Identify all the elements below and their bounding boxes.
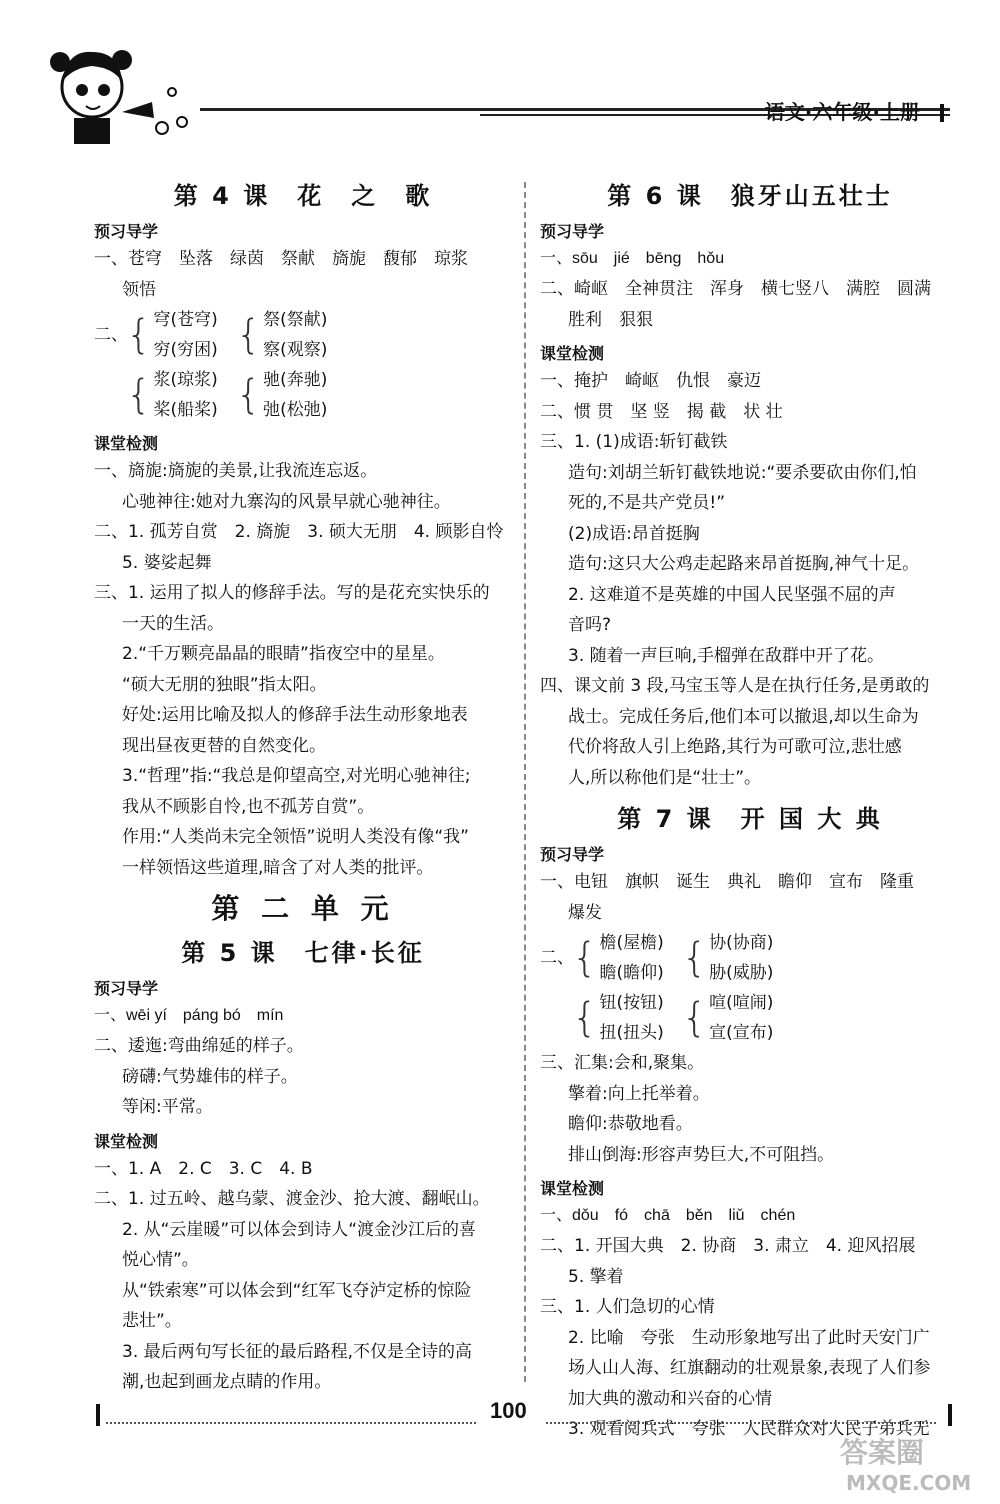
answer-line: 一天的生活。 (122, 613, 224, 634)
answer-line: 场人山人海、红旗翻动的壮观景象,表现了人们参 (568, 1358, 931, 1378)
answer-line: 胜利 狠狠 (568, 309, 653, 330)
answer-line: 战士。完成任务后,他们本可以撤退,却以生命为 (568, 706, 919, 727)
char-compare-group (540, 988, 960, 1048)
answer-label: 二、 (94, 325, 128, 345)
answer-line: 一、电钮 旗帜 诞生 典礼 瞻仰 宣布 隆重 (540, 872, 914, 892)
pair-item: 桨(船桨) (153, 400, 218, 420)
lesson-5-title: 第 5 课 七律·长征 (181, 939, 425, 967)
answer-line: 2. 从“云崖暖”可以体会到诗人“渡金沙江后的喜 (122, 1219, 477, 1240)
watermark-logo (832, 1430, 972, 1498)
pair-list (263, 305, 327, 365)
pair-list (263, 365, 327, 425)
answer-line: 心驰神往:她对九寨沟的风景早就心驰神往。 (122, 491, 451, 512)
pair-list (709, 988, 773, 1048)
answer-line: 从“铁索寒”可以体会到“红军飞夺泸定桥的惊险 (122, 1280, 472, 1301)
answer-line: 3. 随着一声巨响,手榴弹在敌群中开了花。 (568, 645, 885, 666)
answer-line: 三、1. (1)成语:斩钉截铁 (540, 432, 728, 452)
answer-line: 一、wēi yí páng bó mín (94, 1007, 284, 1024)
lesson-7-title: 第 7 课 开 国 大 典 (617, 805, 883, 833)
brace-icon: { (681, 995, 708, 1041)
answer-line: 三、1. 人们急切的心情 (540, 1297, 715, 1317)
answer-line: 3.“哲理”指:“我总是仰望高空,对光明心驰神往; (122, 766, 471, 786)
char-compare-group (94, 365, 512, 425)
answer-line: 排山倒海:形容声势巨大,不可阻挡。 (568, 1144, 835, 1165)
footer-mark-right (942, 1404, 952, 1426)
pair-list (153, 365, 217, 425)
answer-line: 一、苍穹 坠落 绿茵 祭献 旖旎 馥郁 琼浆 (94, 249, 468, 269)
answer-line: 音吗? (568, 615, 612, 635)
answer-line: 悲壮”。 (122, 1311, 182, 1331)
pair-item: 浆(琼浆) (153, 370, 218, 390)
answer-line: 2. 比喻 夸张 生动形象地写出了此时天安门广 (568, 1327, 930, 1348)
right-column (540, 170, 960, 1445)
svg-text:MXQE.COM: MXQE.COM (846, 1471, 972, 1495)
answer-line: 死的,不是共产党员!” (568, 493, 726, 513)
unit-title: 第 二 单 元 (211, 892, 395, 925)
answer-line: 作用:“人类尚未完全领悟”说明人类没有像“我” (122, 827, 469, 847)
section-preview: 预习导学 (94, 222, 159, 241)
pair-item: 穷(穷困) (153, 340, 218, 360)
svg-text:答案圈: 答案圈 (840, 1436, 925, 1469)
pair-item: 瞻(瞻仰) (599, 963, 664, 983)
brace-icon: { (235, 312, 262, 358)
answer-line: 三、汇集:会和,聚集。 (540, 1053, 705, 1073)
pair-list (599, 928, 663, 988)
answer-line: 3. 最后两句写长征的最后路程,不仅是全诗的高 (122, 1341, 473, 1362)
answer-line: “硕大无朋的独眼”指太阳。 (122, 674, 327, 695)
pair-item: 宣(宣布) (709, 1023, 774, 1043)
answer-line: 四、课文前 3 段,马宝玉等人是在执行任务,是勇敢的 (540, 676, 930, 696)
answer-line: 人,所以称他们是“壮士”。 (568, 767, 762, 788)
answer-line: 悦心情”。 (122, 1250, 199, 1270)
pair-item: 檐(屋檐) (599, 933, 664, 953)
answer-line: (2)成语:昂首挺胸 (568, 523, 700, 544)
answer-line: 磅礴:气势雄伟的样子。 (122, 1066, 298, 1087)
brace-icon: { (572, 935, 598, 981)
answer-line: 5. 婆娑起舞 (122, 552, 212, 573)
answer-line: 一、旖旎:旖旎的美景,让我流连忘返。 (94, 461, 378, 481)
footer-dotted-rule (106, 1422, 476, 1424)
answer-line: 一、dǒu fó chā běn liǔ chén (540, 1207, 796, 1224)
pair-list (153, 305, 217, 365)
corner-mark (940, 104, 954, 122)
answer-line: 3. 观看阅兵式 夸张 人民群众对人民子弟兵无 (568, 1419, 930, 1439)
answer-line: 一、掩护 崎岖 仇恨 豪迈 (540, 371, 761, 391)
cartoon-girl-logo (22, 32, 202, 152)
section-preview: 预习导学 (540, 845, 605, 864)
brace-icon: { (126, 312, 152, 358)
answer-line: 二、逶迤:弯曲绵延的样子。 (94, 1036, 304, 1056)
section-check: 课堂检测 (540, 1179, 605, 1198)
pair-item: 钮(按钮) (599, 993, 664, 1013)
answer-line: 领悟 (122, 279, 156, 300)
brace-icon: { (681, 935, 708, 981)
pair-item: 扭(扭头) (599, 1023, 664, 1043)
answer-line: 现出昼夜更替的自然变化。 (122, 735, 326, 756)
pair-item: 察(观察) (263, 340, 328, 360)
answer-line: 一、sōu jié bēng hǒu (540, 250, 725, 267)
answer-line: 2.“千万颗亮晶晶的眼睛”指夜空中的星星。 (122, 644, 445, 664)
lesson-4-title: 第 4 课 花 之 歌 (173, 182, 433, 210)
pair-list (599, 988, 663, 1048)
char-compare-group (540, 928, 960, 988)
answer-line: 5. 擎着 (568, 1266, 624, 1287)
pair-item: 协(协商) (709, 933, 774, 953)
pair-item: 穹(苍穹) (153, 310, 218, 330)
answer-line: 我从不顾影自怜,也不孤芳自赏”。 (122, 796, 375, 817)
pair-item: 胁(威胁) (709, 963, 774, 983)
answer-label: 二、 (540, 948, 574, 968)
section-preview: 预习导学 (540, 222, 605, 241)
answer-line: 三、1. 运用了拟人的修辞手法。写的是花充实快乐的 (94, 583, 490, 603)
pair-item: 弛(松弛) (263, 400, 328, 420)
answer-line: 二、1. 过五岭、越乌蒙、渡金沙、抢大渡、翻岷山。 (94, 1189, 490, 1209)
brace-icon: { (235, 372, 262, 418)
pair-item: 驰(奔驰) (263, 370, 328, 390)
answer-line: 代价将敌人引上绝路,其行为可歌可泣,悲壮感 (568, 737, 902, 757)
pair-item: 祭(祭献) (263, 310, 328, 330)
page-number: 100 (490, 1398, 527, 1423)
answer-line: 瞻仰:恭敬地看。 (568, 1114, 693, 1134)
answer-line: 爆发 (568, 902, 602, 923)
answer-line: 加大典的激动和兴奋的心情 (568, 1388, 772, 1409)
answer-line: 二、1. 开国大典 2. 协商 3. 肃立 4. 迎风招展 (540, 1236, 916, 1256)
column-divider (524, 182, 526, 1382)
answer-line: 二、惯 贯 坚 竖 揭 截 状 壮 (540, 401, 783, 422)
answer-line: 二、崎岖 全神贯注 浑身 横七竖八 满腔 圆满 (540, 279, 931, 299)
brace-icon: { (572, 995, 598, 1041)
section-check: 课堂检测 (94, 1131, 159, 1151)
pair-item: 喧(喧闹) (709, 993, 774, 1013)
answer-line: 二、1. 孤芳自赏 2. 旖旎 3. 硕大无朋 4. 顾影自怜 (94, 522, 504, 542)
answer-line: 擎着:向上托举着。 (568, 1083, 710, 1104)
answer-line: 好处:运用比喻及拟人的修辞手法生动形象地表 (122, 705, 468, 725)
pair-list (709, 928, 773, 988)
section-check: 课堂检测 (540, 344, 605, 363)
answer-line: 等闲:平常。 (122, 1097, 213, 1117)
answer-line: 一、1. A 2. C 3. C 4. B (94, 1158, 313, 1179)
section-check: 课堂检测 (94, 434, 159, 453)
left-column (94, 170, 512, 1398)
answer-line: 一样领悟这些道理,暗含了对人类的批评。 (122, 857, 434, 878)
answer-line: 潮,也起到画龙点睛的作用。 (122, 1372, 332, 1392)
answer-line: 造句:这只大公鸡走起路来昂首挺胸,神气十足。 (568, 554, 920, 574)
section-preview: 预习导学 (94, 979, 159, 998)
book-title: 语文·六年级·上册 (764, 100, 920, 124)
brace-icon: { (126, 372, 152, 418)
answer-line: 造句:刘胡兰斩钉截铁地说:“要杀要砍由你们,怕 (568, 462, 917, 483)
footer-dotted-rule (546, 1422, 936, 1424)
char-compare-group (94, 305, 512, 365)
lesson-6-title: 第 6 课 狼牙山五壮士 (607, 182, 893, 210)
answer-line: 2. 这难道不是英雄的中国人民坚强不屈的声 (568, 584, 896, 605)
